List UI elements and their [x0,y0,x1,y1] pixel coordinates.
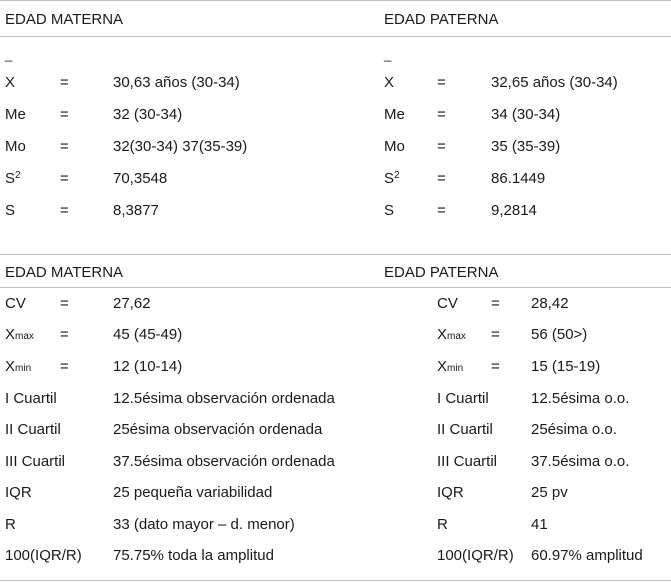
s2-left-row3-label: Xmin [5,358,32,375]
section2-right-header: EDAD PATERNA [384,264,499,281]
s2-right-row8-value: 41 [531,516,548,533]
s1-left-row4-value: 70,3548 [113,170,168,187]
s1-right-row5-eq: = [437,202,446,219]
s2-right-row7-value: 25 pv [531,484,568,501]
s2-right-row7-label: IQR [437,484,464,501]
s1-right-row5-label: S [384,202,395,219]
bottom-rule [0,580,671,581]
s2-right-row1-label: CV [437,295,458,312]
s1-right-row4-eq: = [437,170,446,187]
s2-left-row4-label: I Cuartil [5,390,57,407]
s2-right-row4-value: 12.5ésima o.o. [531,390,630,407]
s1-left-row4-label: $S^2$ [5,170,21,187]
s1-left-row4-eq: = [60,170,69,187]
section1-right-header: EDAD PATERNA [384,11,499,28]
s2-left-row3-value: 12 (10-14) [113,358,183,375]
s2-right-row8-label: R [437,516,448,533]
s2-right-row5-label: II Cuartil [437,421,493,438]
s1-left-row2-value: 32 (30-34) [113,106,183,123]
s2-right-row9-value: 60.97% amplitud [531,547,643,564]
s2-left-row7-label: IQR [5,484,32,501]
s2-left-row9-value: 75.75% toda la amplitud [113,547,274,564]
s2-right-row2-eq: = [491,326,500,343]
s1-right-row5-value: 9,2814 [491,202,537,219]
s2-right-row5-value: 25ésima o.o. [531,421,617,438]
xbar-mark-right: _ [384,47,392,62]
s1-right-row3-value: 35 (35-39) [491,138,561,155]
s1-right-row2-eq: = [437,106,446,123]
s2-left-row8-value: 33 (dato mayor – d. menor) [113,516,295,533]
s2-left-row1-eq: = [60,295,69,312]
s2-right-row3-value: 15 (15-19) [531,358,601,375]
s2-right-row2-label: Xmax [437,326,466,343]
s2-right-row6-label: III Cuartil [437,453,498,470]
s2-left-row4-value: 12.5ésima observación ordenada [113,390,335,407]
s1-right-row3-eq: = [437,138,446,155]
s2-left-row2-eq: = [60,326,69,343]
s2-right-row2-value: 56 (50>) [531,326,588,343]
s1-left-row3-eq: = [60,138,69,155]
top-rule [0,0,671,1]
s1-right-row4-label: $S^2$ [384,170,400,187]
s1-right-row1-label: X [384,74,395,91]
s1-right-row1-eq: = [437,74,446,91]
s1-left-row3-value: 32(30-34) 37(35-39) [113,138,248,155]
section1-left-header: EDAD MATERNA [5,11,124,28]
section1-header-rule [0,36,671,37]
s2-left-row7-value: 25 pequeña variabilidad [113,484,273,501]
s2-left-row8-label: R [5,516,16,533]
section2-header-rule [0,287,671,288]
s1-right-row4-value: 86.1449 [491,170,546,187]
s1-left-row5-eq: = [60,202,69,219]
s1-left-row1-value: 30,63 años (30-34) [113,74,240,91]
section-divider-rule [0,254,671,255]
s1-left-row2-eq: = [60,106,69,123]
s1-right-row1-value: 32,65 años (30-34) [491,74,618,91]
s2-right-row6-value: 37.5ésima o.o. [531,453,630,470]
s2-right-row3-eq: = [491,358,500,375]
s2-right-row4-label: I Cuartil [437,390,489,407]
s2-left-row6-label: III Cuartil [5,453,66,470]
s2-right-row9-label: 100(IQR/R) [437,547,514,564]
xbar-mark-left: _ [5,47,13,62]
s1-right-row2-label: Me [384,106,405,123]
s2-left-row9-label: 100(IQR/R) [5,547,82,564]
s2-right-row1-value: 28,42 [531,295,569,312]
s1-right-row2-value: 34 (30-34) [491,106,561,123]
s2-left-row6-value: 37.5ésima observación ordenada [113,453,335,470]
s1-left-row1-label: X [5,74,16,91]
s1-left-row5-label: S [5,202,16,219]
s1-left-row1-eq: = [60,74,69,91]
s2-left-row3-eq: = [60,358,69,375]
s1-left-row5-value: 8,3877 [113,202,159,219]
s2-left-row5-value: 25ésima observación ordenada [113,421,323,438]
s1-right-row3-label: Mo [384,138,405,155]
s2-right-row3-label: Xmin [437,358,464,375]
s2-left-row2-value: 45 (45-49) [113,326,183,343]
s2-right-row1-eq: = [491,295,500,312]
s1-left-row2-label: Me [5,106,26,123]
s2-left-row5-label: II Cuartil [5,421,61,438]
s1-left-row3-label: Mo [5,138,26,155]
s2-left-row1-label: CV [5,295,26,312]
s2-left-row1-value: 27,62 [113,295,151,312]
section2-left-header: EDAD MATERNA [5,264,124,281]
s2-left-row2-label: Xmax [5,326,34,343]
